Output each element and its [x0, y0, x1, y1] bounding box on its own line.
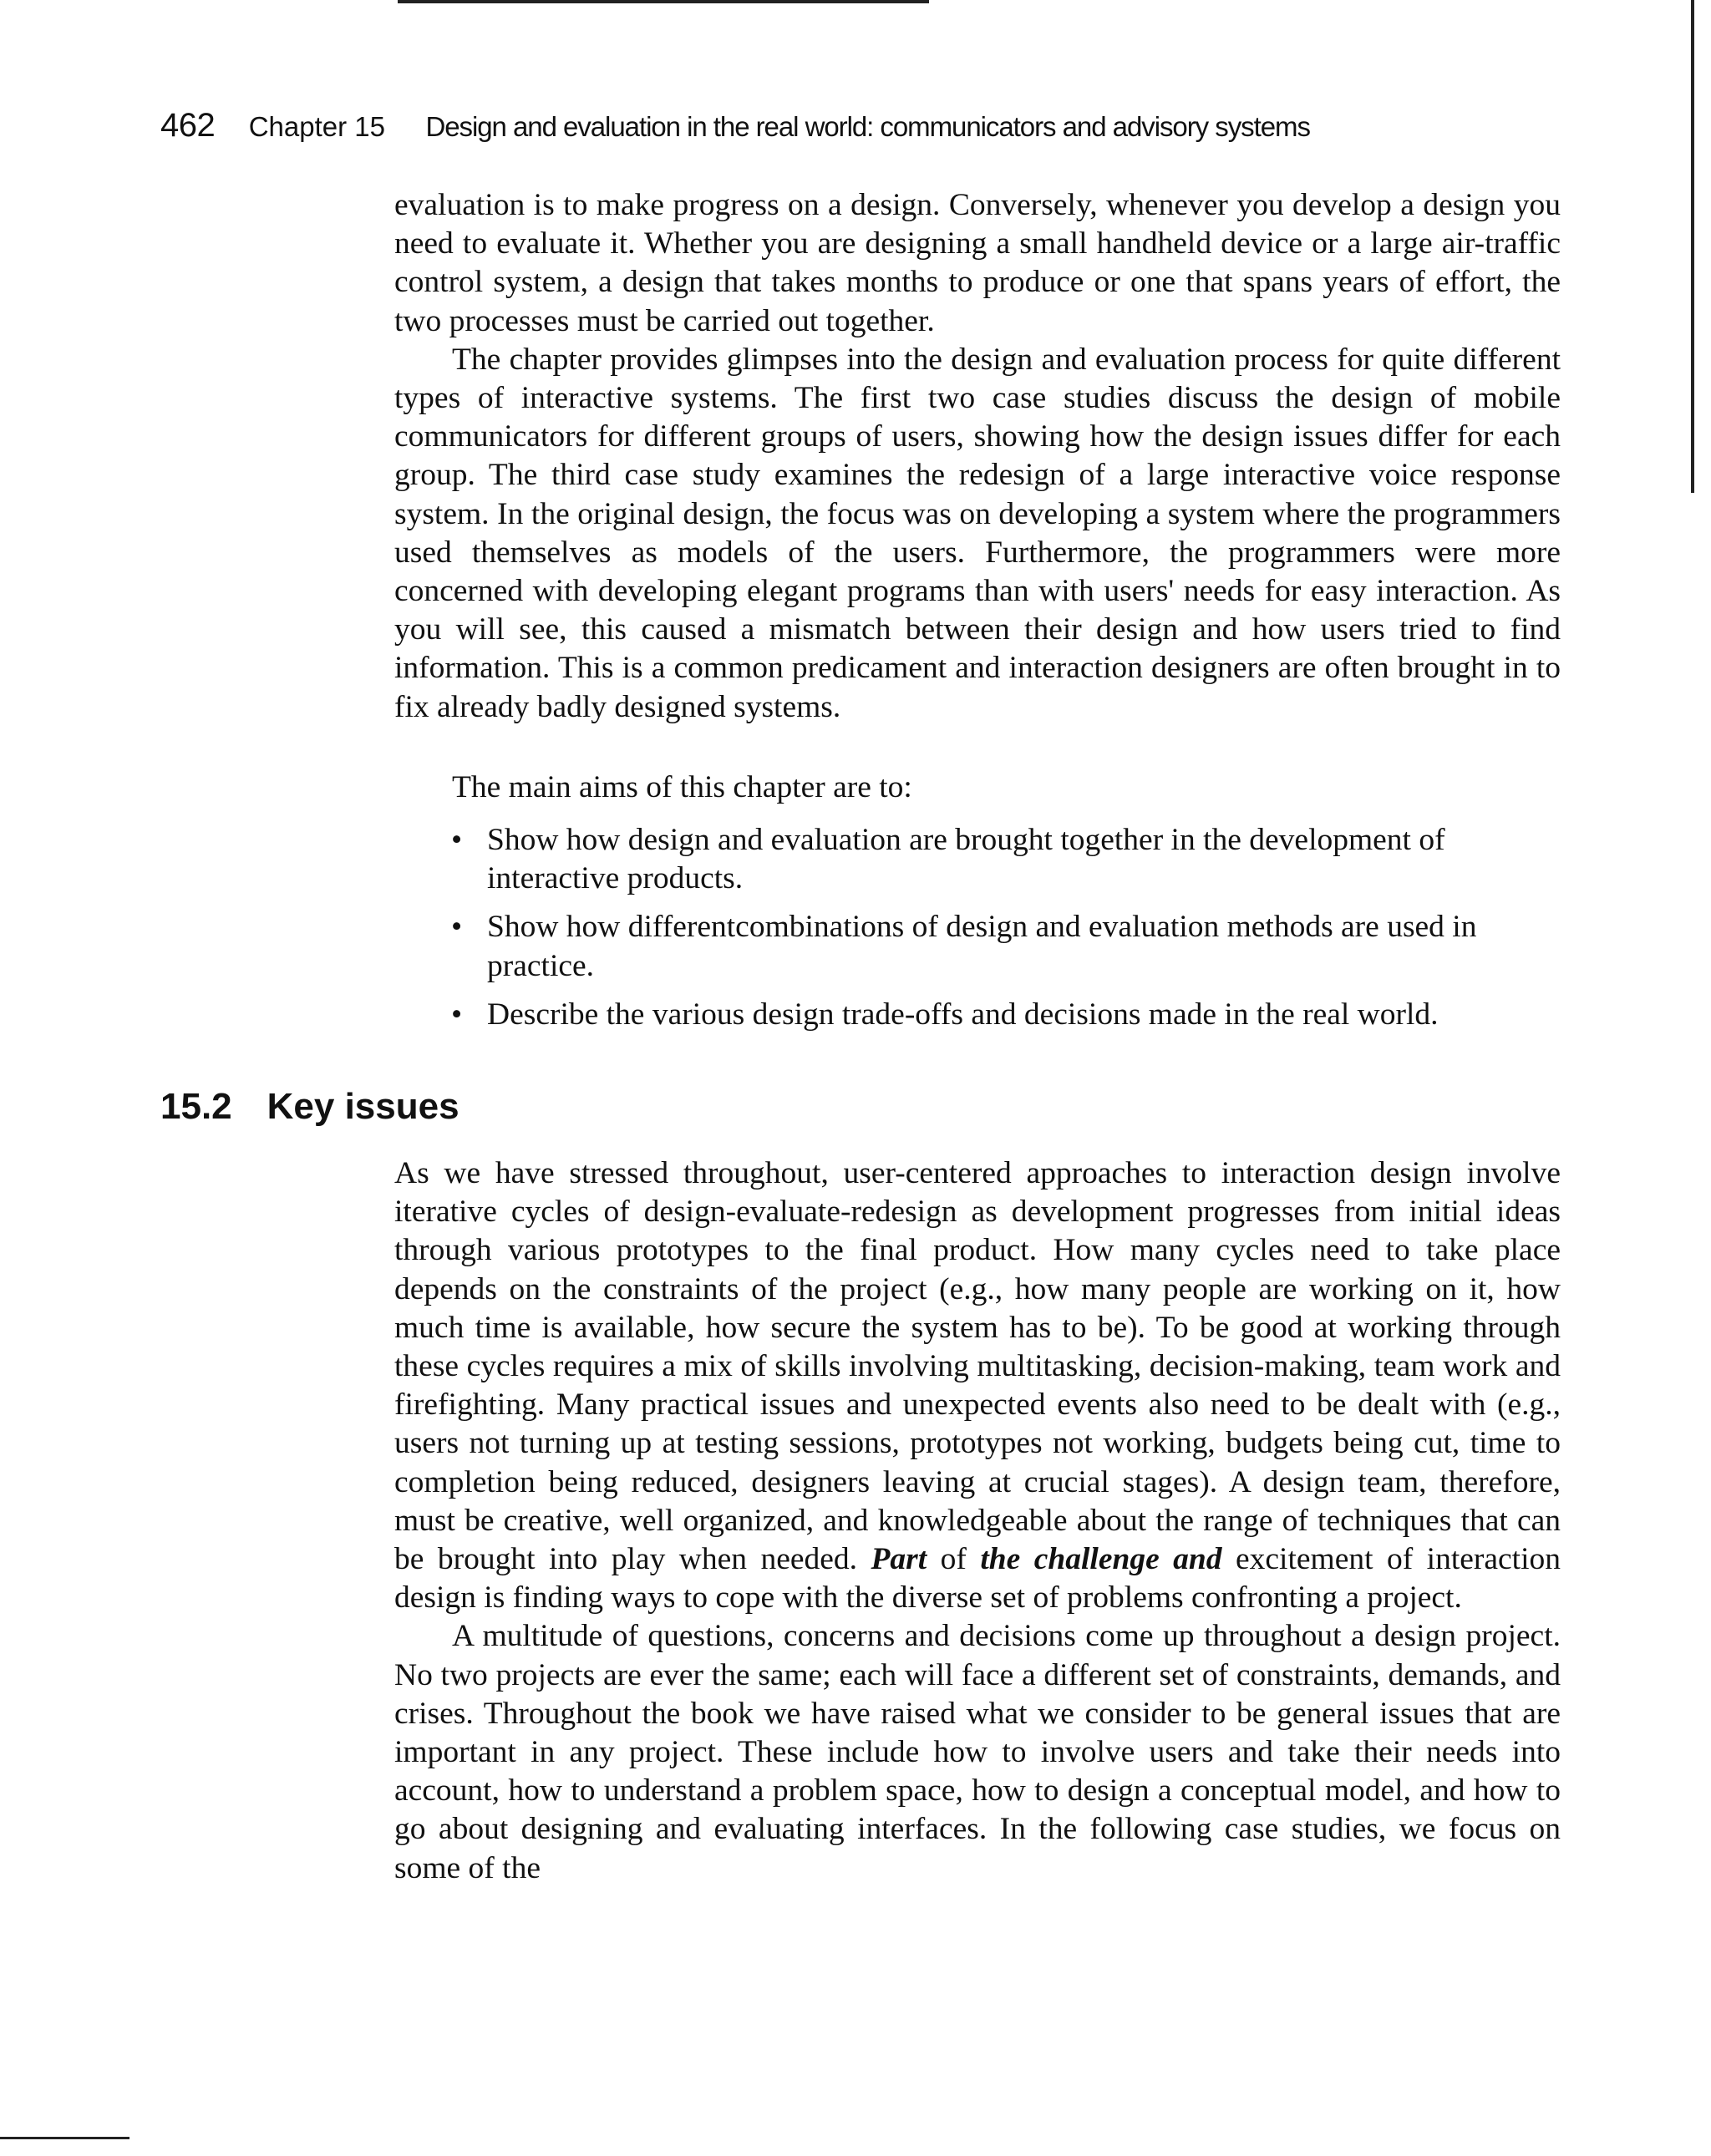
section-paragraph-1 [394, 1154, 1561, 1617]
list-item-text: Show how differentcombinations of design and evaluation methods are used in practice. [487, 910, 1477, 983]
running-head [160, 107, 1310, 145]
paragraph-text: As we have stressed throughout, user-centered approaches to interaction design involve iterative cycles of design-evaluate-redesign as development progresses from initial ideas through various prototypes to the final product. How many cycles need to take place depends on the constraints of the project (e.g., how many people are working on it, how much time is available, how secure the system has to be). To be good at working through these cycles requires a mix of skills involving multitasking, decision-making, team work and firefighting. Many practical issues and unexpected events also need to be dealt with (e.g., users not turning up at testing sessions, prototypes not working, budgets being cut, time to completion being reduced, designers leaving at crucial stages). A design team, therefore, must be creative, well organized, and knowledgeable about the range of techniques that can be brought into play when needed. [394, 1156, 1561, 1577]
aims-list [451, 821, 1562, 1044]
list-item [451, 996, 1562, 1034]
page-number: 462 [160, 107, 216, 144]
list-item [451, 821, 1562, 898]
bullet-icon: • [451, 997, 463, 1032]
intro-text [394, 186, 1561, 727]
section-title: Key issues [267, 1086, 459, 1127]
intro-paragraph-2: The chapter provides glimpses into the design and evaluation process for quite different types of interactive systems. The first two case studies discuss the design of mobile communicators for different groups of users, showing how the design issues differ for each group. The third case study examines the redesign of a large interactive voice response system. In the original design, the focus was on developing a system where the programmers used themselves as models of the users. Furthermore, the programmers were more concerned with developing elegant programs than with users' needs for easy interaction. As you will see, this caused a mismatch between their design and how users tried to find information. This is a common predicament and interaction designers are often brought in to fix already badly designed systems. [394, 342, 1561, 724]
bottom-rule [0, 2137, 129, 2139]
chapter-label: Chapter 15 [248, 111, 385, 142]
list-item [451, 908, 1562, 985]
list-item-text: Show how design and evaluation are brought together in the development of interactive products. [487, 823, 1445, 896]
bullet-icon: • [451, 910, 463, 945]
intro-paragraph-1: evaluation is to make progress on a design. Conversely, whenever you develop a design you need to evaluate it. Whether you are designing a small handheld device or a large air-traffic control system, a design that takes months to produce or one that spans years of effort, the two processes must be carried out together. [394, 188, 1561, 338]
chapter-title: Design and evaluation in the real world: communicators and advisory systems [425, 111, 1310, 142]
list-item-text: Describe the various design trade-offs and decisions made in the real world. [487, 997, 1439, 1032]
page-edge-rule [1691, 0, 1694, 493]
paragraph-text: excitement of interaction design is finding ways to cope with the diverse set of problems confronting a project. [394, 1542, 1561, 1616]
section-paragraph-2: A multitude of questions, concerns and decisions come up throughout a design project. No two projects are ever the same; each will face a different set of constraints, demands, and crises. Throughout the book we have raised what we consider to be general issues that are important in any project. These include how to involve users and take their needs into account, how to understand a problem space, how to design a conceptual model, and how to go about designing and evaluating interfaces. In the following case studies, we focus on some of the [394, 1619, 1561, 1885]
top-rule [398, 0, 929, 3]
emphasis-text: the challenge and [980, 1542, 1222, 1577]
bullet-icon: • [451, 823, 463, 857]
section-number: 15.2 [160, 1086, 232, 1127]
section-text [394, 1154, 1561, 1888]
emphasis-text: Part [871, 1542, 927, 1577]
section-heading [160, 1086, 459, 1128]
paragraph-text: of [940, 1542, 967, 1577]
aims-lead: The main aims of this chapter are to: [452, 770, 912, 804]
